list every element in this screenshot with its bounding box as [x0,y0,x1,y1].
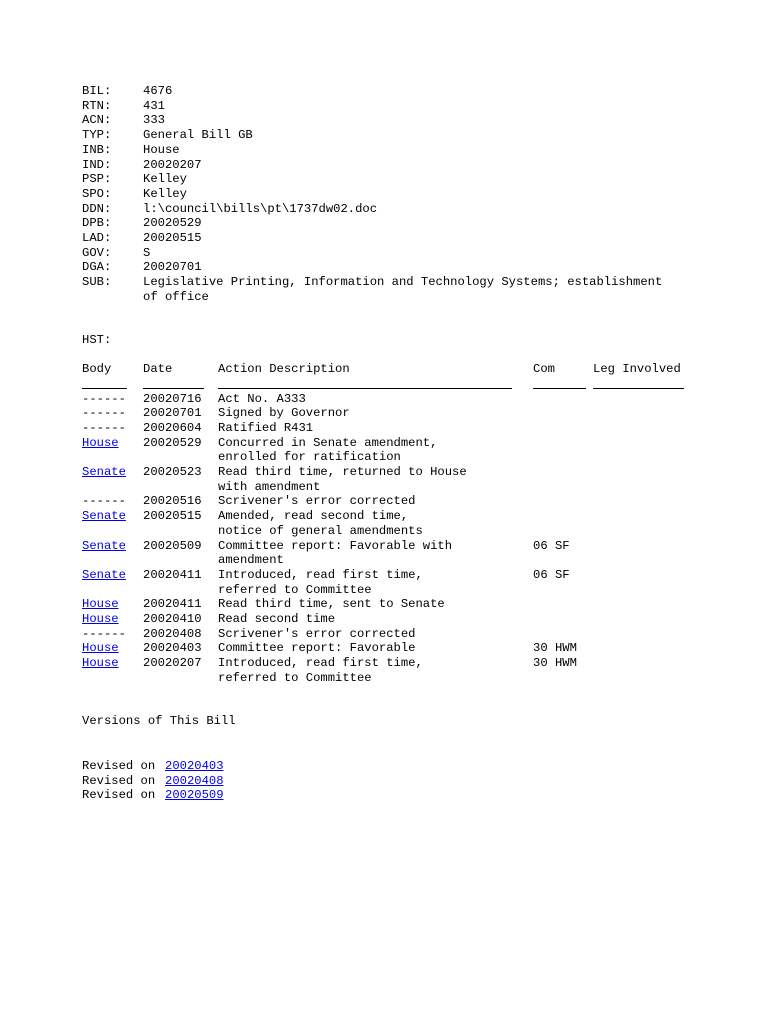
history-action: Scrivener's error corrected [218,494,416,509]
field-value: House [143,142,180,157]
history-action: Amended, read second time, [218,509,409,524]
version-prefix: Revised on [82,759,163,773]
history-action: Read third time, sent to Senate [218,597,445,612]
header-body: Body [82,362,112,376]
versions-heading: Versions of This Bill [82,714,236,728]
body-link-senate[interactable]: Senate [82,465,126,479]
history-committee: 06 SF [533,538,570,553]
body-placeholder: ------ [82,406,126,421]
body-link-senate[interactable]: Senate [82,567,126,582]
body-placeholder: ------ [82,626,126,641]
history-action: referred to Committee [218,670,372,685]
history-action: notice of general amendments [218,523,423,538]
field-value: Kelley [143,172,187,187]
header-action: Action Description [218,362,350,376]
history-action: Ratified R431 [218,420,314,435]
history-date: 20020207 [143,656,202,671]
history-action: enrolled for ratification [218,450,401,465]
body-placeholder: ------ [82,494,126,509]
field-label: RTN: [82,98,112,113]
body-link-house[interactable]: House [82,656,119,671]
field-label: DGA: [82,260,112,275]
history-action: Read second time [218,612,336,626]
field-value: 20020701 [143,260,202,275]
field-value: Kelley [143,186,187,201]
history-action: Signed by Governor [218,406,350,421]
history-date: 20020410 [143,612,202,626]
field-label: PSP: [82,172,112,187]
header-underline-com [533,388,586,389]
header-com: Com [533,362,555,376]
field-value: 333 [143,113,165,128]
version-link[interactable]: 20020408 [165,773,224,788]
field-value: S [143,245,151,260]
header-underline-date [143,388,204,389]
body-link-house[interactable]: House [82,435,119,450]
field-value: 20020515 [143,231,202,245]
history-date: 20020716 [143,391,202,406]
hst-label: HST: [82,333,112,347]
body-link-senate[interactable]: Senate [82,538,126,553]
field-value: General Bill GB [143,128,253,143]
header-underline-action [218,388,512,389]
history-action: Concurred in Senate amendment, [218,435,438,450]
field-value-continuation: of office [143,289,209,304]
history-committee: 06 SF [533,567,570,582]
history-date: 20020408 [143,626,202,641]
header-date: Date [143,362,173,376]
history-date: 20020529 [143,435,202,450]
version-link[interactable]: 20020403 [165,759,224,773]
field-label: INB: [82,142,112,157]
field-value: 4676 [143,84,173,98]
history-action: Scrivener's error corrected [218,626,416,641]
body-link-house[interactable]: House [82,641,119,656]
history-date: 20020523 [143,465,202,479]
history-date: 20020411 [143,567,202,582]
history-date: 20020515 [143,509,202,524]
body-link-house[interactable]: House [82,597,119,612]
field-label: GOV: [82,245,112,260]
history-date: 20020516 [143,494,202,509]
field-label: DPB: [82,216,112,231]
field-label: BIL: [82,84,112,98]
history-committee: 30 HWM [533,656,577,671]
version-prefix: Revised on [82,788,163,803]
history-action: Introduced, read first time, [218,567,423,582]
field-label: IND: [82,157,112,172]
history-date: 20020403 [143,641,202,656]
field-label: TYP: [82,128,112,143]
field-value: 431 [143,98,165,113]
header-underline-leg [593,388,684,389]
field-value: l:\council\bills\pt\1737dw02.doc [143,201,378,216]
field-label: SUB: [82,275,112,290]
history-action: Read third time, returned to House [218,465,467,479]
field-value: 20020207 [143,157,202,172]
history-date: 20020411 [143,597,202,612]
version-link[interactable]: 20020509 [165,788,224,803]
version-prefix: Revised on [82,773,163,788]
history-action: Act No. A333 [218,391,306,406]
body-link-senate[interactable]: Senate [82,509,126,524]
history-action: with amendment [218,479,321,494]
body-link-house[interactable]: House [82,612,119,626]
history-date: 20020604 [143,420,202,435]
history-action: amendment [218,553,284,568]
history-date: 20020509 [143,538,202,553]
field-label: SPO: [82,186,112,201]
history-action: Committee report: Favorable [218,641,416,656]
field-label: DDN: [82,201,112,216]
header-underline-body [82,388,127,389]
history-action: referred to Committee [218,582,372,597]
body-placeholder: ------ [82,420,126,435]
history-action: Committee report: Favorable with [218,538,453,553]
field-value: 20020529 [143,216,202,231]
history-action: Introduced, read first time, [218,656,423,671]
history-date: 20020701 [143,406,202,421]
field-value: Legislative Printing, Information and Technology Systems; establishment [143,275,663,290]
field-label: LAD: [82,231,112,245]
header-leg-involved: Leg Involved [593,362,681,376]
field-label: ACN: [82,113,112,128]
body-placeholder: ------ [82,391,126,406]
history-committee: 30 HWM [533,641,577,656]
